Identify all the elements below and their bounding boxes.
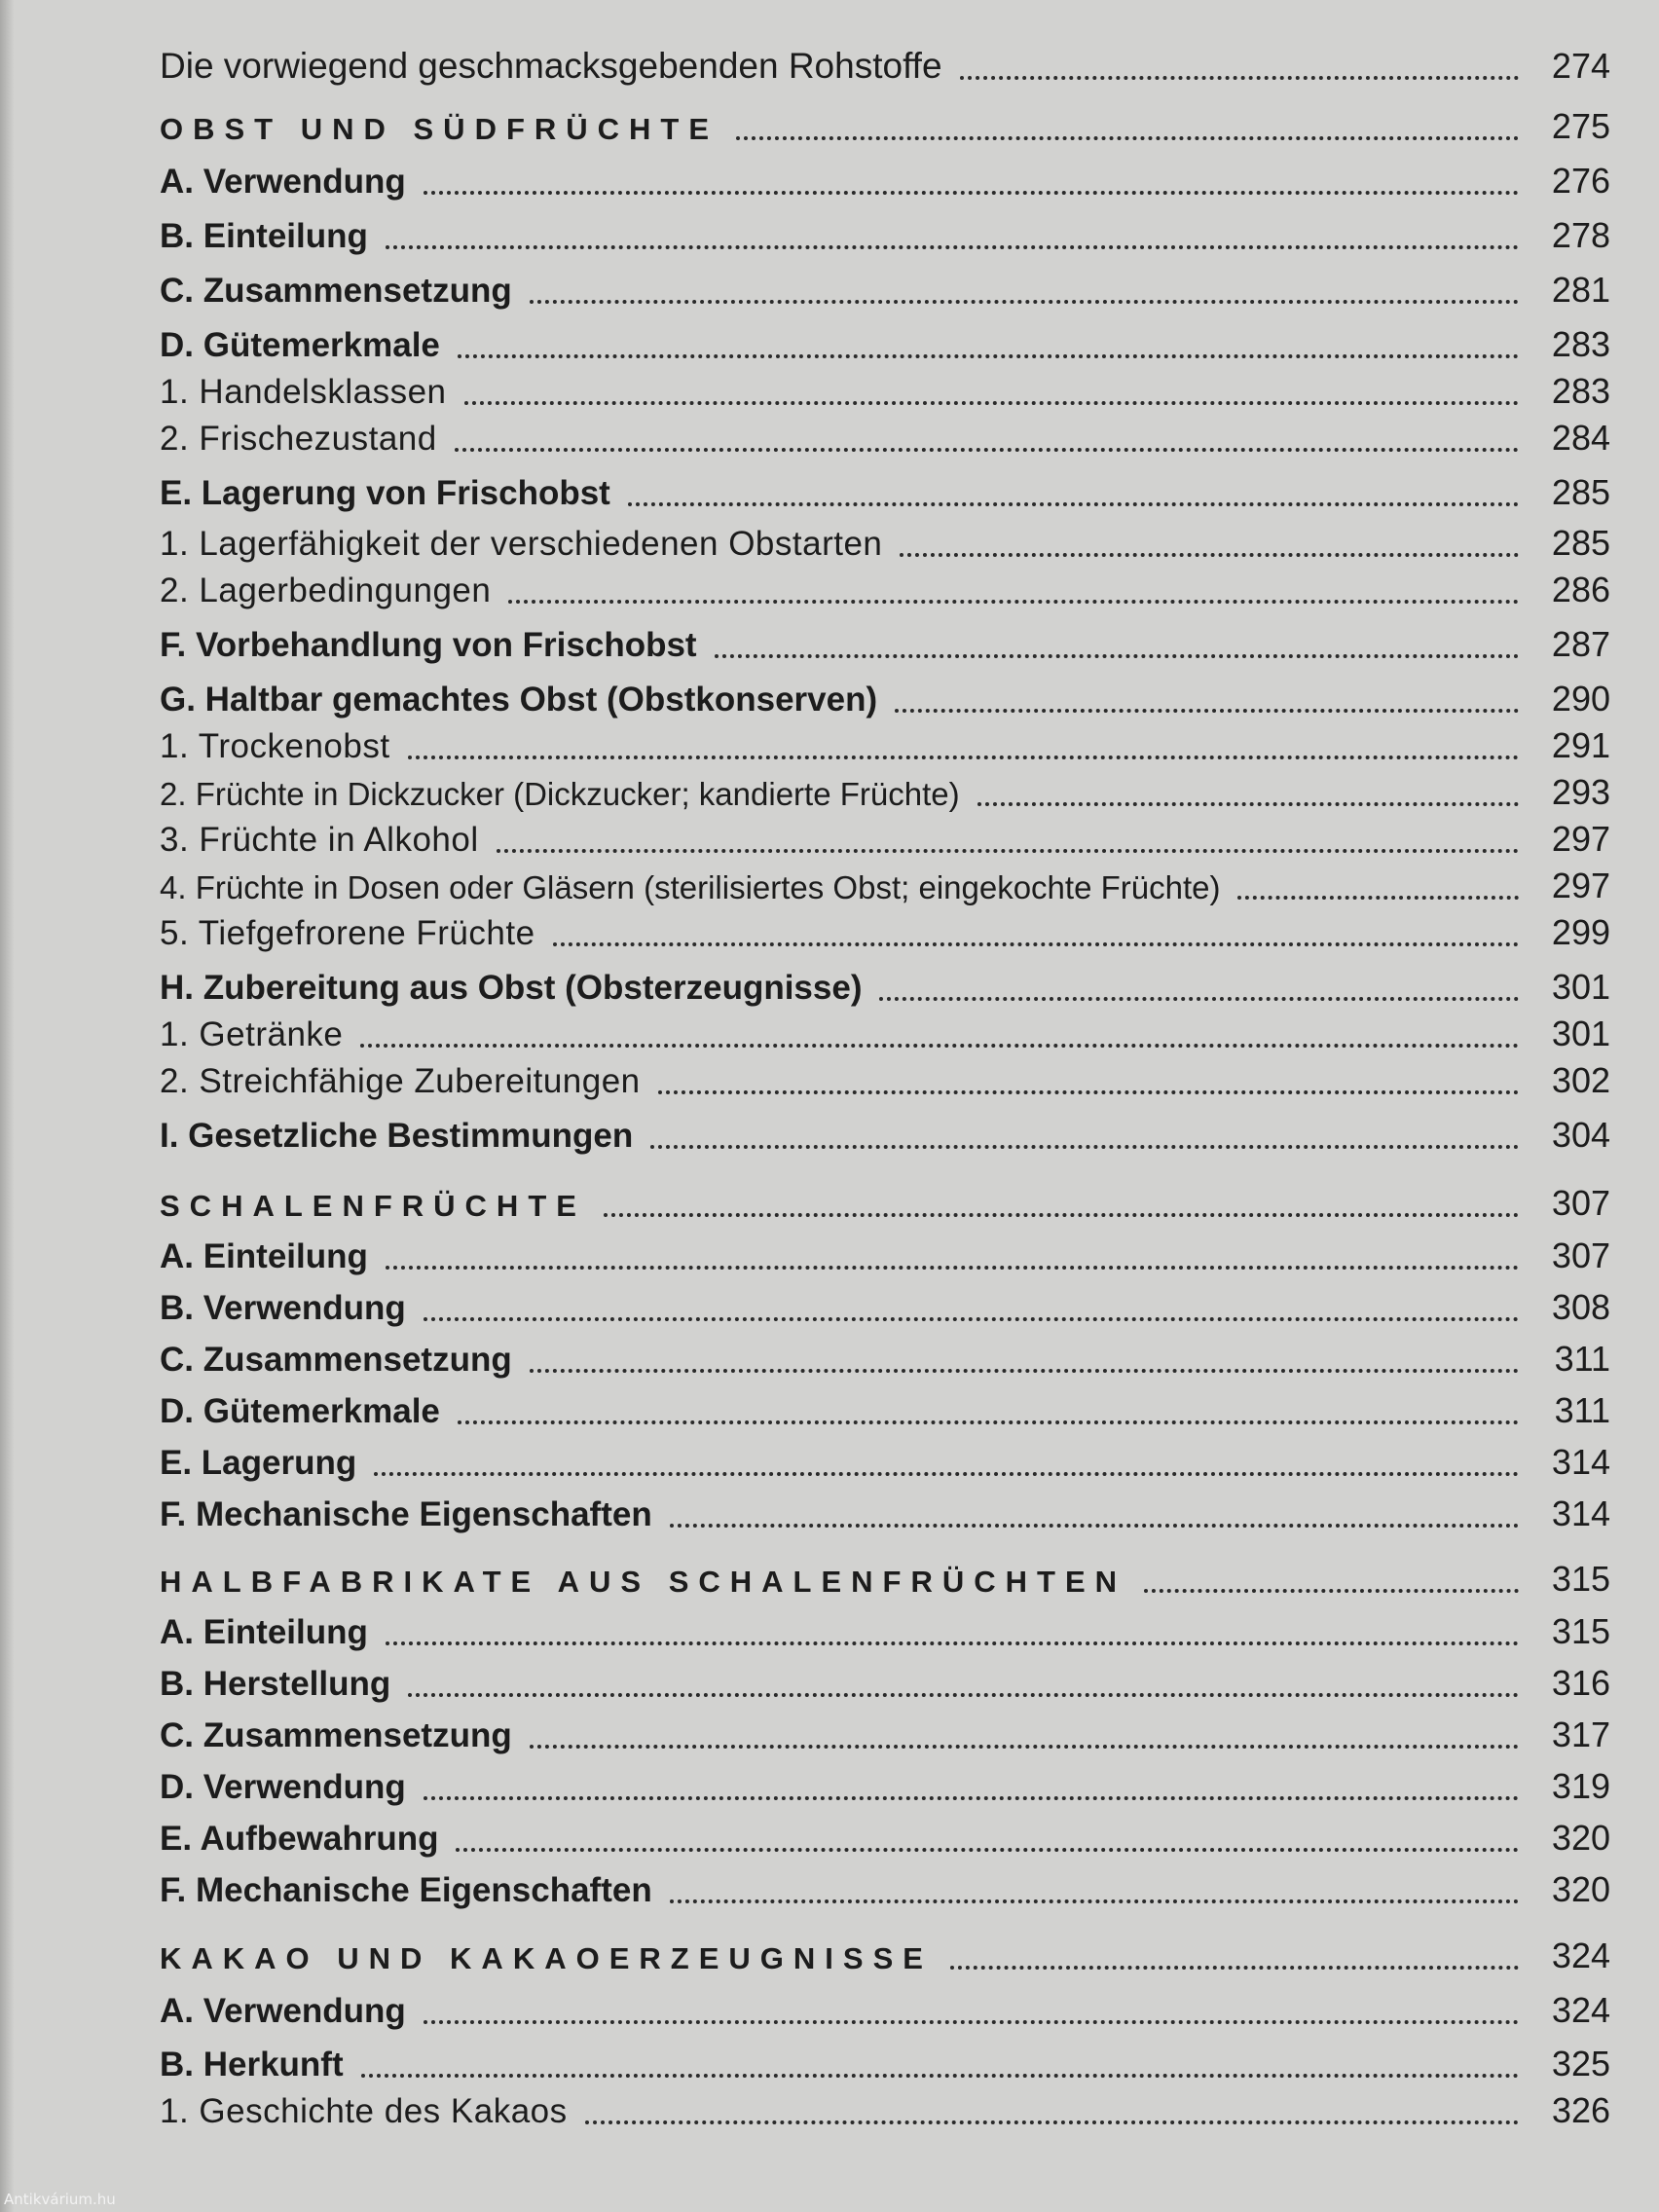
leader-dots bbox=[424, 2003, 1519, 2024]
toc-entry bbox=[160, 465, 1610, 516]
toc-entry-page: 293 bbox=[1551, 772, 1610, 812]
toc-entry-page: 278 bbox=[1551, 215, 1610, 255]
toc-subentry bbox=[160, 1053, 1610, 1104]
toc-entry-page: 319 bbox=[1551, 1766, 1610, 1806]
toc-entry-page: 304 bbox=[1551, 1115, 1610, 1155]
toc-entry-page: 297 bbox=[1551, 866, 1610, 905]
toc-entry-page: 316 bbox=[1551, 1663, 1610, 1703]
toc-entry-page: 302 bbox=[1551, 1060, 1610, 1100]
toc-subentry bbox=[160, 563, 1610, 613]
leader-dots bbox=[530, 1727, 1519, 1749]
leader-dots bbox=[650, 1127, 1519, 1149]
toc-entry bbox=[160, 1229, 1610, 1279]
toc-entry bbox=[160, 39, 1610, 90]
toc-entry-page: 314 bbox=[1551, 1442, 1610, 1482]
toc-entry bbox=[160, 208, 1610, 259]
toc-entry-page: 283 bbox=[1551, 324, 1610, 364]
toc-subentry bbox=[160, 765, 1610, 816]
toc-entry bbox=[160, 1435, 1610, 1486]
toc-entry-title: 2. Frischezustand bbox=[160, 420, 437, 458]
toc-entry-title: F. Mechanische Eigenschaften bbox=[160, 1871, 652, 1909]
toc-entry-page: 308 bbox=[1551, 1287, 1610, 1327]
toc-entry-title: D. Gütemerkmale bbox=[160, 326, 440, 364]
toc-entry-page: 320 bbox=[1551, 1869, 1610, 1909]
toc-subentry bbox=[160, 2083, 1610, 2134]
leader-dots bbox=[670, 1506, 1519, 1528]
leader-dots bbox=[530, 1351, 1519, 1373]
toc-entry-title: HALBFABRIKATE AUS SCHALENFRÜCHTEN bbox=[160, 1565, 1127, 1599]
leader-dots bbox=[1237, 878, 1519, 900]
toc-entry-title: 2. Früchte in Dickzucker (Dickzucker; kandierte Früchte) bbox=[160, 776, 960, 812]
toc-subentry bbox=[160, 859, 1610, 909]
toc-entry bbox=[160, 1383, 1610, 1434]
toc-entry bbox=[160, 1108, 1610, 1159]
toc-entry-title: 4. Früchte in Dosen oder Gläsern (sterilisiertes Obst; eingekochte Früchte) bbox=[160, 869, 1221, 905]
toc-subentry bbox=[160, 719, 1610, 769]
toc-entry-title: E. Aufbewahrung bbox=[160, 1820, 439, 1858]
toc-entry bbox=[160, 1280, 1610, 1331]
leader-dots bbox=[455, 430, 1519, 452]
leader-dots bbox=[628, 485, 1519, 506]
leader-dots bbox=[604, 1196, 1519, 1217]
leader-dots bbox=[658, 1073, 1519, 1094]
toc-entry bbox=[160, 317, 1610, 368]
leader-dots bbox=[458, 1403, 1519, 1424]
leader-dots bbox=[900, 535, 1519, 557]
leader-dots bbox=[424, 1779, 1519, 1800]
toc-entry-page: 287 bbox=[1551, 624, 1610, 664]
leader-dots bbox=[458, 337, 1519, 358]
toc-entry-title: 5. Tiefgefrorene Früchte bbox=[160, 914, 535, 952]
leader-dots bbox=[530, 282, 1519, 304]
toc-entry bbox=[160, 2037, 1610, 2087]
toc-entry bbox=[160, 1983, 1610, 2034]
leader-dots bbox=[508, 582, 1519, 604]
toc-entry-page: 311 bbox=[1554, 1339, 1610, 1379]
toc-entry-title: C. Zusammensetzung bbox=[160, 1716, 512, 1754]
table-of-contents bbox=[160, 0, 1610, 2212]
toc-entry bbox=[160, 154, 1610, 204]
leader-dots bbox=[386, 1624, 1519, 1645]
toc-entry-title: B. Herkunft bbox=[160, 2046, 344, 2083]
toc-entry bbox=[160, 1656, 1610, 1707]
toc-entry-page: 297 bbox=[1551, 819, 1610, 859]
toc-section-heading bbox=[160, 1176, 1610, 1227]
toc-entry bbox=[160, 1708, 1610, 1758]
toc-entry-title: C. Zusammensetzung bbox=[160, 1341, 512, 1379]
toc-entry-title: B. Einteilung bbox=[160, 217, 368, 255]
toc-entry-title: I. Gesetzliche Bestimmungen bbox=[160, 1117, 634, 1155]
toc-entry-title: 1. Getränke bbox=[160, 1015, 344, 1053]
toc-subentry bbox=[160, 364, 1610, 415]
toc-entry-title: H. Zubereitung aus Obst (Obsterzeugnisse) bbox=[160, 969, 863, 1007]
toc-subentry bbox=[160, 812, 1610, 863]
toc-entry bbox=[160, 672, 1610, 722]
toc-entry-page: 320 bbox=[1551, 1818, 1610, 1858]
leader-dots bbox=[670, 1882, 1519, 1903]
leader-dots bbox=[736, 119, 1519, 140]
page-edge-shadow bbox=[0, 0, 14, 2212]
toc-entry bbox=[160, 1332, 1610, 1382]
toc-entry-title: A. Verwendung bbox=[160, 163, 406, 201]
toc-entry-page: 307 bbox=[1551, 1235, 1610, 1275]
toc-entry-page: 315 bbox=[1551, 1611, 1610, 1651]
toc-entry-page: 307 bbox=[1551, 1183, 1610, 1223]
toc-entry-page: 276 bbox=[1551, 161, 1610, 201]
toc-entry bbox=[160, 960, 1610, 1011]
toc-entry-page: 284 bbox=[1551, 418, 1610, 458]
toc-entry bbox=[160, 1604, 1610, 1655]
toc-entry-title: E. Lagerung bbox=[160, 1444, 357, 1482]
toc-entry-title: Die vorwiegend geschmacksgebenden Rohstoffe bbox=[160, 46, 942, 86]
leader-dots bbox=[553, 925, 1519, 946]
leader-dots bbox=[408, 738, 1519, 759]
toc-entry-title: KAKAO UND KAKAOERZEUGNISSE bbox=[160, 1941, 933, 1975]
toc-section-heading bbox=[160, 1552, 1610, 1603]
toc-entry-title: 2. Lagerbedingungen bbox=[160, 571, 492, 609]
leader-dots bbox=[950, 1948, 1519, 1970]
toc-entry bbox=[160, 1862, 1610, 1913]
leader-dots bbox=[408, 1676, 1519, 1697]
toc-entry-title: F. Mechanische Eigenschaften bbox=[160, 1495, 652, 1533]
toc-entry bbox=[160, 1487, 1610, 1537]
leader-dots bbox=[464, 384, 1520, 405]
toc-entry-page: 324 bbox=[1551, 1990, 1610, 2030]
leader-dots bbox=[1144, 1571, 1519, 1593]
leader-dots bbox=[977, 785, 1519, 806]
toc-entry-page: 314 bbox=[1551, 1493, 1610, 1533]
toc-entry-page: 315 bbox=[1551, 1559, 1610, 1599]
toc-entry-title: C. Zusammensetzung bbox=[160, 272, 512, 310]
leader-dots bbox=[895, 691, 1519, 713]
leader-dots bbox=[361, 2056, 1519, 2078]
toc-entry-page: 291 bbox=[1551, 725, 1610, 765]
toc-entry-page: 275 bbox=[1551, 106, 1610, 146]
toc-entry-page: 299 bbox=[1551, 912, 1610, 952]
toc-entry-page: 311 bbox=[1554, 1390, 1610, 1430]
toc-entry-title: B. Herstellung bbox=[160, 1665, 391, 1703]
toc-subentry bbox=[160, 905, 1610, 956]
leader-dots bbox=[386, 228, 1519, 249]
toc-entry-page: 283 bbox=[1551, 371, 1610, 411]
leader-dots bbox=[374, 1455, 1519, 1476]
toc-entry-title: A. Einteilung bbox=[160, 1613, 368, 1651]
toc-subentry bbox=[160, 411, 1610, 461]
toc-entry bbox=[160, 1759, 1610, 1810]
toc-entry-title: 1. Handelsklassen bbox=[160, 373, 447, 411]
toc-entry-page: 326 bbox=[1551, 2090, 1610, 2130]
toc-entry-title: OBST UND SÜDFRÜCHTE bbox=[160, 112, 719, 146]
leader-dots bbox=[360, 1026, 1519, 1048]
toc-subentry bbox=[160, 516, 1610, 567]
toc-entry-title: G. Haltbar gemachtes Obst (Obstkonserven) bbox=[160, 681, 878, 719]
toc-entry-title: B. Verwendung bbox=[160, 1289, 406, 1327]
toc-entry-page: 285 bbox=[1551, 523, 1610, 563]
toc-entry-page: 301 bbox=[1551, 1014, 1610, 1053]
toc-section-heading bbox=[160, 99, 1610, 150]
toc-entry-title: E. Lagerung von Frischobst bbox=[160, 474, 610, 512]
toc-entry-title: SCHALENFRÜCHTE bbox=[160, 1189, 586, 1223]
toc-entry-page: 286 bbox=[1551, 570, 1610, 609]
leader-dots bbox=[386, 1248, 1519, 1270]
toc-entry-title: 1. Lagerfähigkeit der verschiedenen Obstarten bbox=[160, 525, 883, 563]
toc-entry-title: D. Gütemerkmale bbox=[160, 1392, 440, 1430]
toc-entry-page: 281 bbox=[1551, 270, 1610, 310]
toc-entry-page: 301 bbox=[1551, 967, 1610, 1007]
toc-entry-title: A. Verwendung bbox=[160, 1992, 406, 2030]
toc-entry-title: 2. Streichfähige Zubereitungen bbox=[160, 1062, 641, 1100]
toc-entry-title: 1. Trockenobst bbox=[160, 727, 390, 765]
toc-entry-title: 1. Geschichte des Kakaos bbox=[160, 2092, 568, 2130]
toc-entry bbox=[160, 263, 1610, 313]
watermark: Antikvárium.hu bbox=[4, 2191, 116, 2208]
toc-entry bbox=[160, 617, 1610, 668]
toc-entry-page: 285 bbox=[1551, 472, 1610, 512]
leader-dots bbox=[497, 831, 1519, 853]
leader-dots bbox=[960, 58, 1519, 80]
toc-entry bbox=[160, 1811, 1610, 1862]
leader-dots bbox=[879, 979, 1519, 1001]
toc-entry-page: 290 bbox=[1551, 679, 1610, 719]
toc-entry-page: 317 bbox=[1551, 1714, 1610, 1754]
toc-subentry bbox=[160, 1007, 1610, 1057]
toc-entry-title: 3. Früchte in Alkohol bbox=[160, 821, 479, 859]
leader-dots bbox=[585, 2103, 1519, 2124]
leader-dots bbox=[424, 173, 1519, 195]
leader-dots bbox=[456, 1830, 1519, 1852]
toc-entry-page: 324 bbox=[1551, 1936, 1610, 1975]
leader-dots bbox=[424, 1300, 1519, 1321]
leader-dots bbox=[715, 637, 1519, 658]
toc-entry-title: D. Verwendung bbox=[160, 1768, 406, 1806]
toc-entry-title: F. Vorbehandlung von Frischobst bbox=[160, 626, 697, 664]
toc-entry-page: 325 bbox=[1551, 2044, 1610, 2083]
toc-entry-page: 274 bbox=[1551, 46, 1610, 86]
toc-entry-title: A. Einteilung bbox=[160, 1237, 368, 1275]
toc-section-heading bbox=[160, 1929, 1610, 1979]
